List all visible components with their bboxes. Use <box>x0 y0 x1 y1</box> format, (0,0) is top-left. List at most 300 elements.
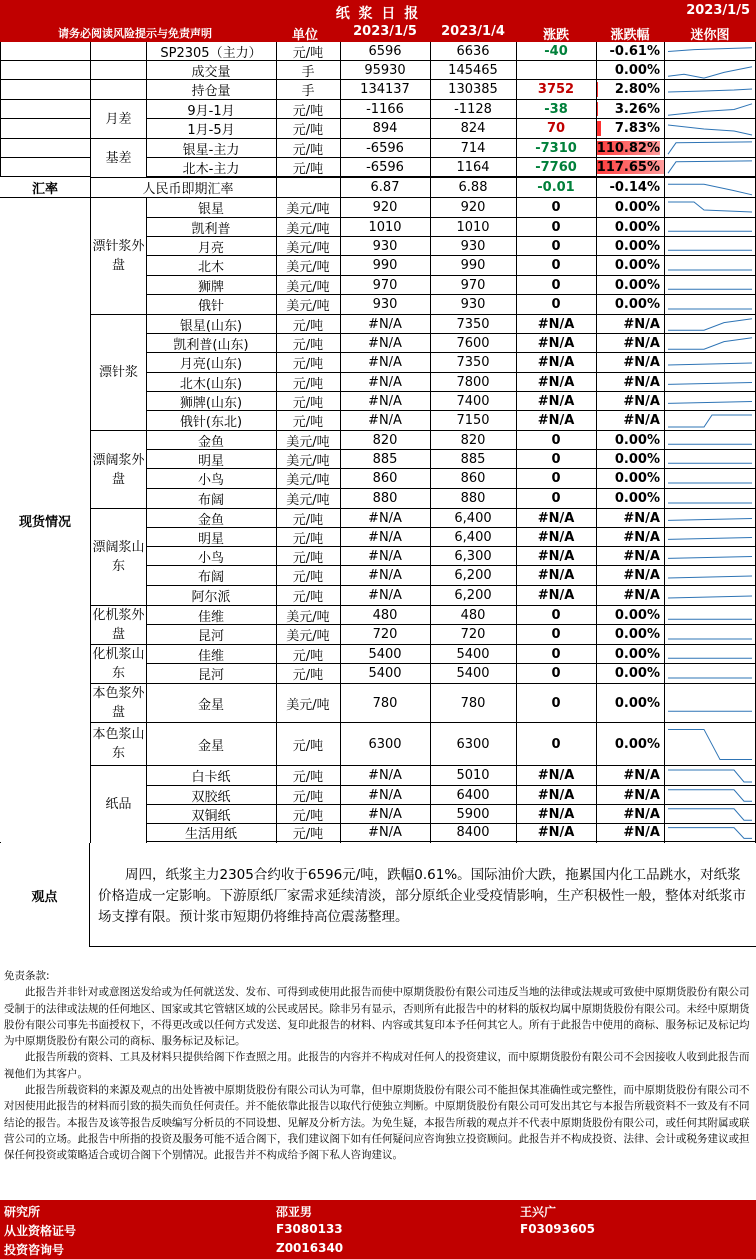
cell-unit: 手 <box>301 84 315 99</box>
cell-pct: #N/A <box>623 510 660 526</box>
cell-pct: #N/A <box>623 787 660 803</box>
cell-pct: 0.00% <box>614 646 660 662</box>
cell-v1: 95930 <box>364 62 406 78</box>
cell-pct: #N/A <box>623 588 660 603</box>
cell-chg: -7310 <box>535 140 577 156</box>
cell-chg: -38 <box>544 101 568 117</box>
cell-chg: 0 <box>551 695 561 711</box>
cell-unit: 元/吨 <box>292 357 324 372</box>
cell-name: 成交量 <box>191 64 231 79</box>
cell-v1: #N/A <box>368 825 402 840</box>
cell-pct: 0.00% <box>614 297 660 312</box>
cell-unit: 元/吨 <box>292 512 324 527</box>
cell-unit: 美元/吨 <box>286 629 330 644</box>
cell-chg: 0 <box>551 277 561 293</box>
cell-v2: 6,300 <box>454 548 492 564</box>
cell-unit: 美元/吨 <box>286 609 330 624</box>
col-date2: 2023/1/4 <box>441 24 505 39</box>
cell-chg: #N/A <box>537 316 575 332</box>
cell-chg: #N/A <box>537 355 575 370</box>
cell-chg: 0 <box>551 736 561 752</box>
grid-line <box>276 42 277 843</box>
cell-unit: 元/吨 <box>292 789 324 804</box>
cell-unit: 元/吨 <box>292 531 324 546</box>
report-title-bar <box>0 0 756 22</box>
cell-unit: 美元/吨 <box>286 453 330 468</box>
sparkline-path <box>668 383 752 385</box>
cell-name: 北木 <box>197 260 224 275</box>
sparkline <box>664 119 756 139</box>
cell-v1: 5400 <box>368 646 402 662</box>
sparkline-path <box>668 104 752 115</box>
cell-chg: #N/A <box>537 548 575 564</box>
cell-v2: 920 <box>460 200 486 215</box>
cell-unit: 元/吨 <box>292 318 324 333</box>
cell-v1: 930 <box>372 297 398 312</box>
cell-name: 佳维 <box>197 648 224 663</box>
sparkline <box>664 566 756 586</box>
cell-unit: 美元/吨 <box>286 260 330 275</box>
cell-v1: #N/A <box>368 413 402 428</box>
disclaimer-p2: 此报告所载的资料、工具及材料只提供给阁下作查照之用。此报告的内容并不构成对任何人的投资建议，而中原期货股份有限公司不会因接收人收到此报告而视他们为其客户。 <box>4 1051 750 1080</box>
cell-v1: -6596 <box>366 159 404 175</box>
sparkline-path <box>668 202 752 212</box>
cell-name: 佳维 <box>197 609 224 624</box>
sparkline <box>664 431 756 450</box>
cell-chg: -0.01 <box>537 180 575 195</box>
sparkline-path <box>668 319 752 330</box>
cell-unit: 美元/吨 <box>286 434 330 449</box>
cell-v1: 780 <box>372 695 398 711</box>
cell-pct: 0.00% <box>614 258 660 273</box>
cell-pct: 0.00% <box>614 451 660 467</box>
cell-v2: 6400 <box>456 787 490 803</box>
cell-unit: 美元/吨 <box>286 697 330 713</box>
cell-unit: 元/吨 <box>292 550 324 565</box>
cell-pct: 0.00% <box>614 695 660 711</box>
group-yuecha: 月差 <box>91 100 146 138</box>
sparkline-path <box>668 67 752 78</box>
cell-name: 银星-主力 <box>182 142 240 157</box>
sparkline <box>664 295 756 315</box>
cell-chg: 0 <box>551 471 561 486</box>
cell-chg: 0 <box>551 219 561 235</box>
cell-pct: 2.80% <box>614 82 660 97</box>
table-row <box>0 61 756 80</box>
sparkline-path <box>668 729 752 759</box>
author1-qual: F3080133 <box>276 1222 343 1236</box>
cell-pct: #N/A <box>623 374 660 390</box>
cell-v1: -6596 <box>366 140 404 156</box>
cell-v1: 820 <box>372 432 398 448</box>
cell-chg: #N/A <box>537 806 575 822</box>
grid-line <box>430 42 431 843</box>
group-bense-wp: 本色浆外盘 <box>92 686 145 720</box>
cell-chg: #N/A <box>537 768 575 783</box>
sparkline-path <box>668 89 752 92</box>
cell-chg: 0 <box>551 451 561 467</box>
sparkline <box>664 42 756 61</box>
sparkline <box>664 786 756 805</box>
cell-unit: 元/吨 <box>292 590 324 605</box>
cell-chg: 0 <box>551 200 561 215</box>
sparkline <box>664 824 756 842</box>
col-sparkline: 迷你图 <box>690 28 730 43</box>
cell-unit: 元/吨 <box>292 668 324 683</box>
sparkline-path <box>668 48 752 52</box>
cell-v2: 5900 <box>456 806 490 822</box>
viewpoint-text: 周四，纸浆主力2305合约收于6596元/吨，跌幅0.61%。国际油价大跌，拖累国内化工品跳水，对纸浆价格造成一定影响。下游原纸厂家需求延续清淡，部分原纸企业受疫情影响，生产积极性一般，整体对纸浆市场支撑有限。预计浆市短期仍将维持高位震荡整理。 <box>98 867 746 925</box>
sparkline <box>664 766 756 786</box>
table-row <box>0 177 756 198</box>
cell-v2: 6,200 <box>454 568 492 583</box>
cell-unit: 美元/吨 <box>286 299 330 314</box>
sparkline <box>664 509 756 528</box>
sparkline <box>664 353 756 373</box>
cell-unit: 元/吨 <box>292 395 324 410</box>
cell-v1: #N/A <box>368 568 402 583</box>
col-pct: 涨跌幅 <box>610 28 650 43</box>
sparkline <box>664 80 756 100</box>
cell-unit: 元/吨 <box>292 142 324 157</box>
cell-pct: #N/A <box>623 548 660 564</box>
cell-v2: 5010 <box>456 768 490 783</box>
cell-chg: #N/A <box>537 787 575 803</box>
cell-unit: 手 <box>301 64 315 79</box>
footer <box>0 1200 756 1259</box>
table-row <box>0 42 756 61</box>
sparkline-path <box>668 125 752 135</box>
sparkline <box>664 237 756 256</box>
cell-v2: 5400 <box>456 666 490 681</box>
sparkline-path <box>668 790 752 801</box>
cell-name: 金鱼 <box>197 512 224 527</box>
group-bense-sd: 本色浆山东 <box>91 723 146 765</box>
sparkline <box>664 392 756 411</box>
cell-v2: 6300 <box>456 736 490 752</box>
cell-chg: #N/A <box>537 568 575 583</box>
cell-v2: 714 <box>460 140 486 156</box>
sparkline-path <box>668 557 752 559</box>
cell-pct: 0.00% <box>614 200 660 215</box>
cell-name: 双胶纸 <box>191 789 231 804</box>
cell-v1: 480 <box>372 607 398 623</box>
sparkline-path <box>668 363 752 365</box>
cell-pct: -0.14% <box>609 180 660 195</box>
cell-v1: 970 <box>372 277 398 293</box>
report-title: 纸 浆 日 报 <box>335 6 421 22</box>
cell-v1: #N/A <box>368 548 402 564</box>
cell-name: 银星 <box>197 202 224 217</box>
report-date: 2023/1/5 <box>686 3 750 18</box>
cell-unit: 元/吨 <box>292 770 324 785</box>
group-huaji-wp: 化机浆外盘 <box>92 608 145 642</box>
cell-v2: 6.88 <box>458 180 488 195</box>
cell-pct: 0.00% <box>614 62 660 78</box>
cell-v2: 824 <box>460 121 486 136</box>
cell-pct: 0.00% <box>614 432 660 448</box>
group-huaji-sd: 化机浆山东 <box>92 647 145 681</box>
cell-v1: 1010 <box>368 219 402 235</box>
cell-name: 银星(山东) <box>179 318 243 333</box>
cell-pct: 3.26% <box>614 101 660 117</box>
cell-v1: #N/A <box>368 335 402 351</box>
cell-unit: 元/吨 <box>292 161 324 176</box>
sparkline <box>664 315 756 334</box>
cell-pct: 0.00% <box>614 666 660 681</box>
cell-name: 明星 <box>197 453 224 468</box>
sparkline <box>664 218 756 237</box>
cell-name: 金星 <box>197 697 224 713</box>
cell-chg: #N/A <box>537 825 575 840</box>
cell-pct: 0.00% <box>614 627 660 642</box>
cell-name: 凯利普(山东) <box>173 337 249 352</box>
grid-line <box>146 198 147 843</box>
col-unit: 单位 <box>291 28 318 43</box>
cell-v2: 6,400 <box>454 510 492 526</box>
table-header <box>0 22 756 42</box>
sparkline <box>664 469 756 489</box>
sparkline <box>664 61 756 80</box>
cell-v1: 860 <box>372 471 398 486</box>
sparkline <box>664 139 756 158</box>
cell-chg: 0 <box>551 432 561 448</box>
cell-unit: 美元/吨 <box>286 493 330 508</box>
cell-pct: -0.61% <box>609 43 660 59</box>
sparkline <box>664 805 756 824</box>
group-jicha: 基差 <box>91 139 146 177</box>
cell-unit: 元/吨 <box>292 103 324 118</box>
author2-name: 王兴广 <box>520 1205 557 1219</box>
sparkline-path <box>668 828 752 839</box>
cell-v1: #N/A <box>368 588 402 603</box>
cell-v2: 930 <box>460 238 486 254</box>
sparkline <box>664 411 756 431</box>
cell-v1: 880 <box>372 491 398 506</box>
cell-name: 俄针 <box>197 299 224 314</box>
cell-unit <box>276 178 340 197</box>
cell-pct: #N/A <box>623 316 660 332</box>
group-piaokuo-wp: 漂阔浆外盘 <box>91 431 146 508</box>
sparkline <box>664 723 756 766</box>
cell-name: 北木-主力 <box>182 161 240 176</box>
cell-name: SP2305（主力） <box>160 45 262 60</box>
cell-name: 狮牌(山东) <box>179 395 243 410</box>
disclaimer-title: 免责条款: <box>4 970 50 982</box>
cell-pct: 0.00% <box>614 491 660 506</box>
footer-qual-label: 从业资格证号 <box>4 1224 77 1238</box>
cell-pct: 0.00% <box>614 277 660 293</box>
cell-name: 金星 <box>197 738 224 754</box>
cell-chg: 0 <box>551 258 561 273</box>
cell-chg: #N/A <box>537 335 575 351</box>
cell-v1: #N/A <box>368 316 402 332</box>
cell-unit: 元/吨 <box>292 415 324 430</box>
cell-pct: 0.00% <box>614 238 660 254</box>
sparkline <box>664 100 756 119</box>
sparkline <box>664 547 756 566</box>
cell-chg <box>516 61 596 79</box>
cell-v1: 6.87 <box>370 180 400 195</box>
cell-unit: 元/吨 <box>292 738 324 754</box>
author1-name: 邵亚男 <box>276 1205 313 1219</box>
cell-unit: 美元/吨 <box>286 473 330 488</box>
sparkline-path <box>668 161 752 173</box>
cell-name: 小鸟 <box>197 550 224 565</box>
sparkline <box>664 625 756 645</box>
disclaimer-p1: 此报告并非针对或意图送发给或为任何就送发、发布、可得到或使用此报告而使中原期货股份有限公司违反当地的法律或法规或可致使中原期货股份有限公司受制于的法律或法规的任何地区、国家或其它管辖区域的公民或居民。除非另有显示，否则所有此报告中的材料的版权均属中原期货股份有限公司。未经中原期货股份有限公司事先书面授权下，不得更改或以任何方式发送、复印此报告的材料、内容或其复印本予任何其它人。所有于此报告中使用的商标、服务标记及标记均为中原期货股份有限公司的商标、服务标记及标记。 <box>4 986 750 1048</box>
cell-v2: 6636 <box>456 43 490 59</box>
cell-v2: 1164 <box>456 159 490 175</box>
cell-unit: 元/吨 <box>292 45 324 60</box>
cell-v1: #N/A <box>368 510 402 526</box>
sparkline <box>664 489 756 509</box>
section-xianhuo: 现货情况 <box>0 198 90 842</box>
cell-unit: 元/吨 <box>292 808 324 823</box>
cell-chg: 0 <box>551 491 561 506</box>
grid-line <box>516 42 517 843</box>
author2-qual: F03093605 <box>520 1222 595 1236</box>
sparkline-path <box>668 809 752 820</box>
risk-notice: 请务必阅读风险提示与免责声明 <box>58 27 212 40</box>
cell-pct: #N/A <box>623 568 660 583</box>
cell-pct: #N/A <box>623 413 660 428</box>
cell-chg: 0 <box>551 646 561 662</box>
footer-consult-label: 投资咨询号 <box>4 1243 65 1257</box>
disclaimer-p3: 此报告所载资料的来源及观点的出处皆被中原期货股份有限公司认为可靠，但中原期货股份有限公司不能担保其准确性或完整性，而中原期货股份有限公司不对因使用此报告的材料而引致的损失而负任何责任。并不能依靠此报告以取代行使独立判断。中原期货股份有限公司可发出其它与本报告所载资料不一致及有不同结论的报告。本报告及该等报告反映编写分析员的不同设想、见解及分析方法。为免生疑，本报告所载的观点并不代表中原期货股份有限公司，或任何其附属或联营公司的立场。此报告中所指的投资及服务可能不适合阁下，我们建议阁下如有任何疑问应咨询独立投资顾问。此报告并不构成投资、法律、会计或税务建议或担保任何投资或策略适合或切合阁下个别情况。此报告并不构成给予阁下私人咨询建议。 <box>4 1084 750 1162</box>
cell-v2: 860 <box>460 471 486 486</box>
sparkline <box>664 198 756 218</box>
cell-v1: #N/A <box>368 355 402 370</box>
cell-unit: 元/吨 <box>292 827 324 841</box>
col-date1: 2023/1/5 <box>353 24 417 39</box>
cell-v2: -1128 <box>454 101 492 117</box>
sparkline-path <box>668 142 752 154</box>
cell-v1: #N/A <box>368 374 402 390</box>
cell-pct: #N/A <box>623 393 660 409</box>
cell-v1: #N/A <box>368 768 402 783</box>
cell-unit: 元/吨 <box>292 648 324 663</box>
cell-v1: #N/A <box>368 393 402 409</box>
grid-line <box>664 42 665 843</box>
group-zhipin: 纸品 <box>91 766 146 842</box>
cell-v1: #N/A <box>368 529 402 545</box>
cell-v2: 480 <box>460 607 486 623</box>
sparkline <box>664 684 756 723</box>
cell-v1: #N/A <box>368 787 402 803</box>
cell-v1: 990 <box>372 258 398 273</box>
cell-v2: 7150 <box>456 413 490 428</box>
cell-v1: 6596 <box>368 43 402 59</box>
cell-pct: #N/A <box>623 335 660 351</box>
cell-chg: 0 <box>551 297 561 312</box>
cell-chg: -40 <box>544 43 568 59</box>
cell-v2: 5400 <box>456 646 490 662</box>
cell-pct: #N/A <box>623 825 660 840</box>
cell-chg: 0 <box>551 607 561 623</box>
cell-v1: 720 <box>372 627 398 642</box>
cell-name: 人民币即期汇率 <box>142 182 234 197</box>
cell-v1: 885 <box>372 451 398 467</box>
cell-chg: #N/A <box>537 374 575 390</box>
sparkline <box>664 158 756 177</box>
cell-v2: 885 <box>460 451 486 467</box>
sparkline <box>664 276 756 295</box>
cell-v2: 930 <box>460 297 486 312</box>
cell-pct: 0.00% <box>614 471 660 486</box>
sparkline-path <box>668 519 752 521</box>
cell-chg: 0 <box>551 238 561 254</box>
sparkline <box>664 256 756 276</box>
sparkline-path <box>668 596 752 598</box>
cell-v2: 7600 <box>456 335 490 351</box>
cell-name: 月亮 <box>197 240 224 255</box>
cell-v1: 134137 <box>360 82 410 97</box>
disclaimer <box>4 968 752 1164</box>
sparkline-path <box>668 576 752 578</box>
cell-pct: #N/A <box>623 806 660 822</box>
cell-name: 布阔 <box>197 493 224 508</box>
cell-v1: 6300 <box>368 736 402 752</box>
cell-unit: 美元/吨 <box>286 279 330 294</box>
cell-name: 昆河 <box>197 629 224 644</box>
sparkline <box>664 645 756 664</box>
sparkline <box>664 606 756 625</box>
sparkline <box>664 373 756 392</box>
group-piaozhen-wp: 漂针浆外盘 <box>91 198 146 314</box>
group-piaokuo-sd: 漂阔浆山东 <box>91 509 146 605</box>
cell-v2: 145465 <box>448 62 498 78</box>
cell-unit: 元/吨 <box>292 123 324 138</box>
cell-name: 9月-1月 <box>187 103 235 118</box>
cell-name: 金鱼 <box>197 434 224 449</box>
cell-unit: 美元/吨 <box>286 240 330 255</box>
viewpoint-label: 观点 <box>0 843 90 947</box>
cell-chg: 0 <box>551 627 561 642</box>
cell-v2: 7350 <box>456 355 490 370</box>
cell-pct: #N/A <box>623 529 660 545</box>
cell-name: 俄针(东北) <box>179 415 243 430</box>
table-row <box>0 80 756 100</box>
cell-v2: 970 <box>460 277 486 293</box>
cell-chg: #N/A <box>537 413 575 428</box>
sparkline <box>664 664 756 684</box>
cell-v2: 7400 <box>456 393 490 409</box>
cell-v2: 130385 <box>448 82 498 97</box>
cell-chg: #N/A <box>537 393 575 409</box>
cell-name: 月亮(山东) <box>179 357 243 372</box>
sparkline-path <box>668 538 752 540</box>
cell-pct: #N/A <box>623 768 660 783</box>
cell-v2: 880 <box>460 491 486 506</box>
cell-pct: 0.00% <box>614 736 660 752</box>
sparkline-path <box>668 338 752 349</box>
sparkline <box>664 334 756 353</box>
cell-unit: 美元/吨 <box>286 221 330 236</box>
grid-line <box>146 42 147 177</box>
cell-v2: 8400 <box>456 825 490 840</box>
author1-consult: Z0016340 <box>276 1241 344 1255</box>
cell-unit: 元/吨 <box>292 376 324 391</box>
sparkline <box>664 450 756 469</box>
grid-line <box>340 42 341 843</box>
cell-v2: 7800 <box>456 374 490 390</box>
section-huilv: 汇率 <box>0 177 90 197</box>
sparkline <box>664 528 756 547</box>
cell-unit: 元/吨 <box>292 570 324 585</box>
cell-chg: 70 <box>546 121 566 136</box>
cell-name: 双铜纸 <box>191 808 231 823</box>
